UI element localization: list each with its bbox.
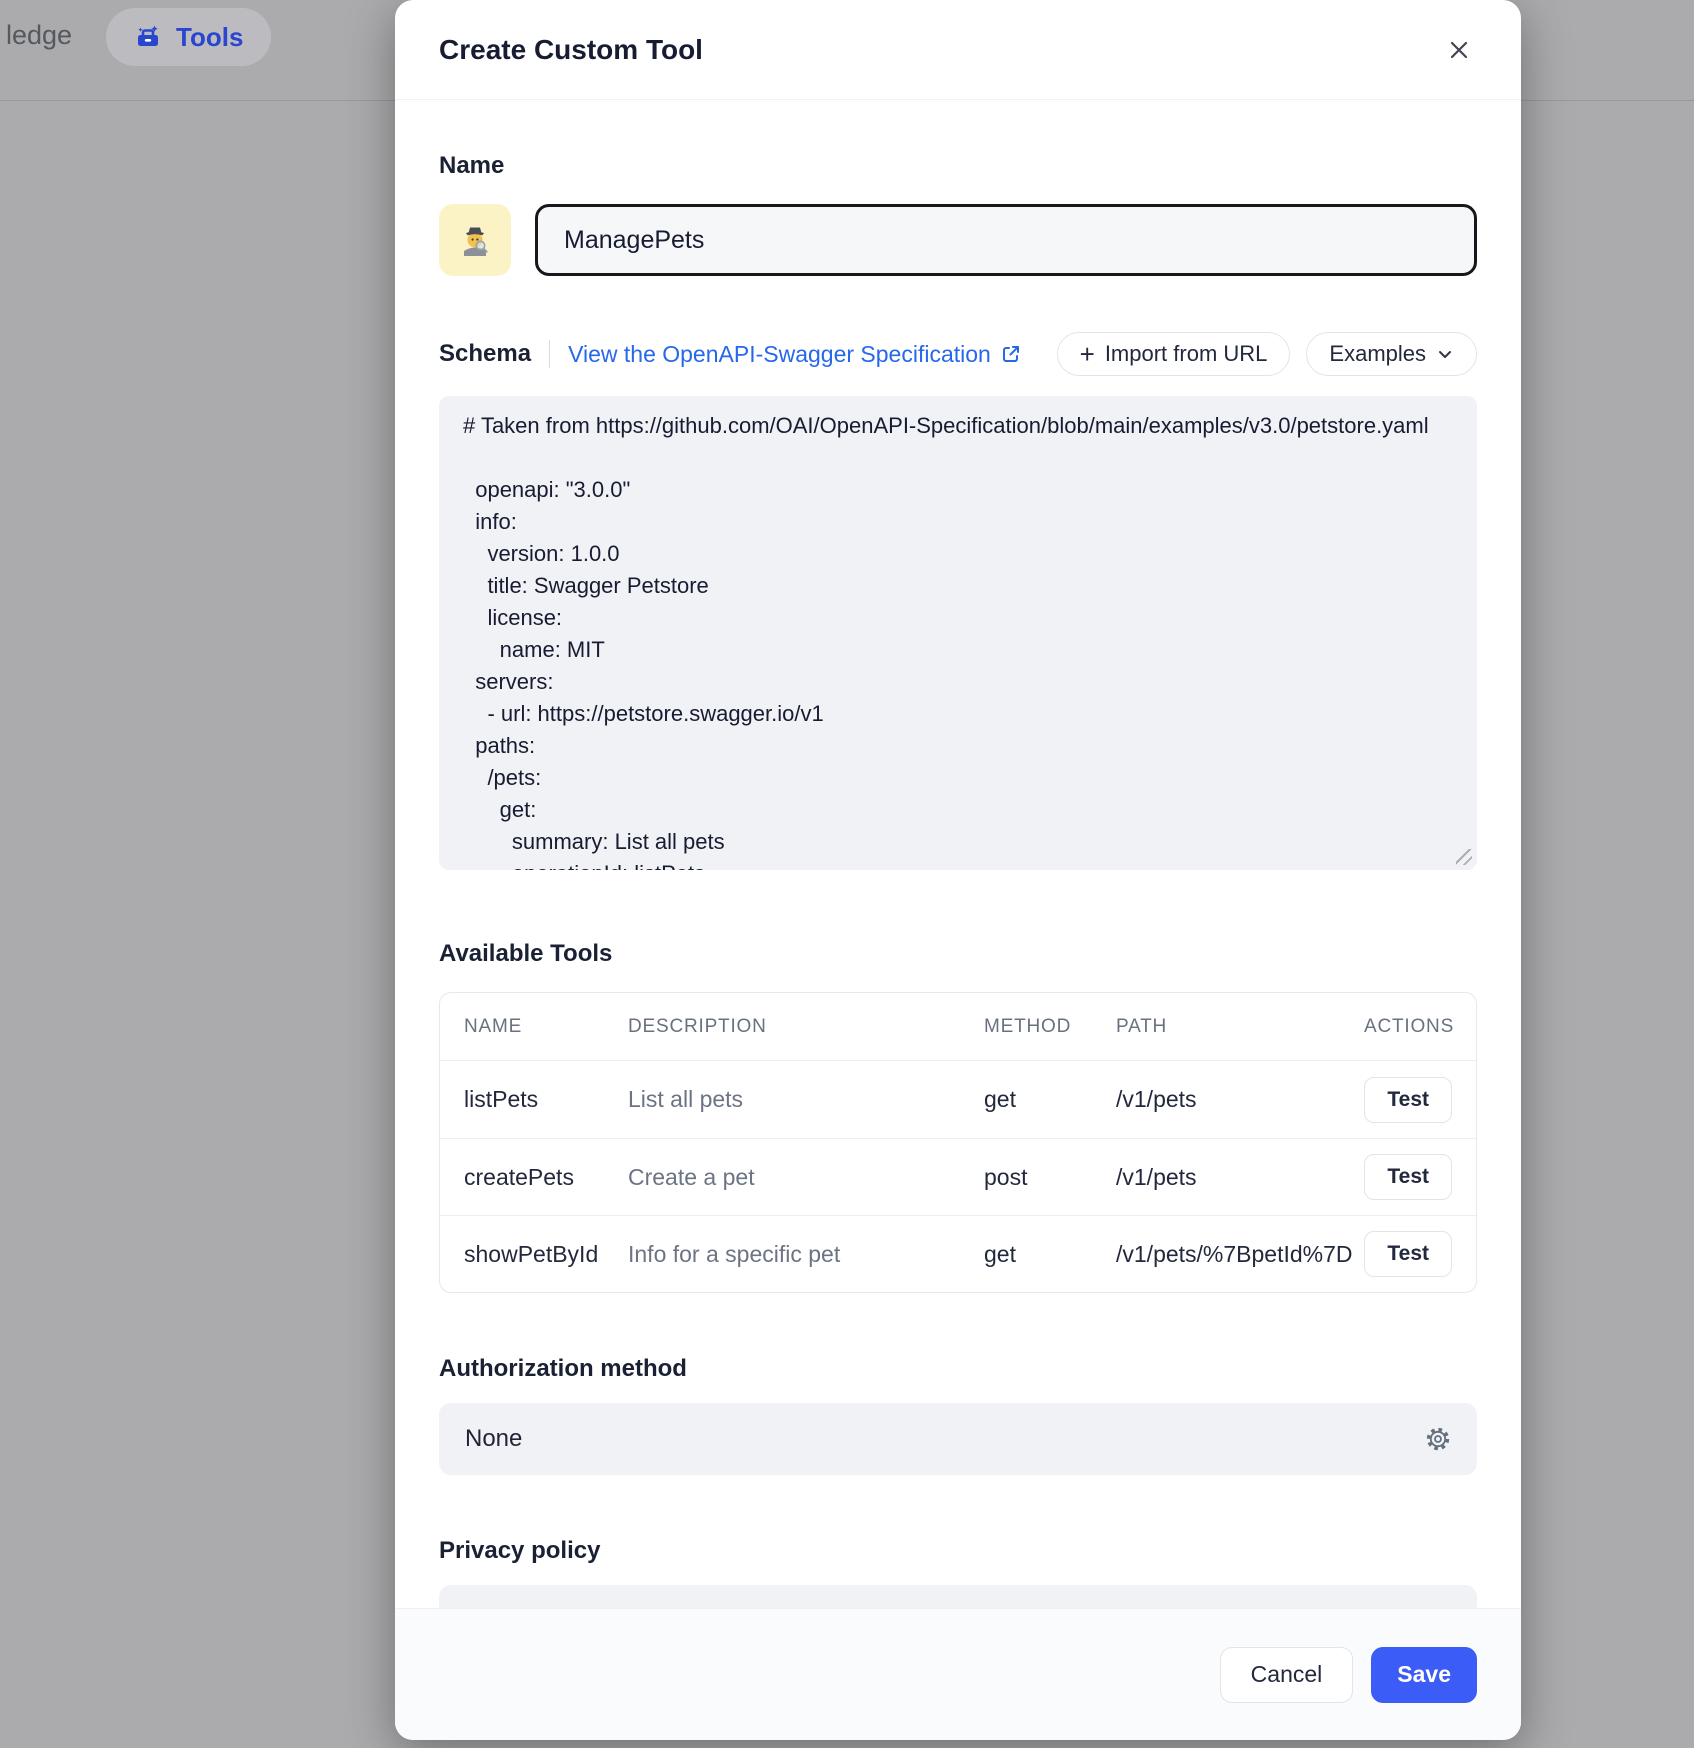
external-link-icon [1001, 344, 1021, 364]
tool-emoji-button[interactable] [439, 204, 511, 276]
openapi-spec-link-label: View the OpenAPI-Swagger Specification [568, 340, 991, 367]
chevron-down-icon [1436, 345, 1454, 363]
column-header-actions: ACTIONS [1364, 1015, 1455, 1037]
tool-description: Create a pet [628, 1163, 755, 1190]
authorization-method-label: Authorization method [439, 1355, 687, 1382]
toolbox-icon [134, 23, 162, 51]
tool-name: createPets [464, 1163, 574, 1190]
schema-label-divider [549, 340, 550, 368]
cancel-button[interactable]: Cancel [1220, 1647, 1354, 1703]
name-row [439, 204, 1477, 276]
authorization-method-select[interactable] [439, 1403, 1477, 1475]
plus-icon: + [1079, 339, 1095, 369]
schema-editor-container [439, 396, 1477, 870]
modal-body [395, 152, 1521, 1655]
import-from-url-label: Import from URL [1104, 341, 1268, 366]
table-row [440, 1061, 1476, 1138]
tool-path: /v1/pets [1116, 1163, 1197, 1190]
tool-method: post [984, 1163, 1028, 1190]
openapi-spec-link[interactable] [568, 341, 1021, 368]
modal-footer [395, 1608, 1521, 1740]
examples-dropdown-button[interactable] [1306, 332, 1477, 376]
create-custom-tool-modal [395, 0, 1521, 1740]
name-label: Name [439, 152, 505, 179]
save-button[interactable]: Save [1371, 1647, 1477, 1703]
examples-label: Examples [1329, 341, 1426, 366]
table-row [440, 1215, 1476, 1292]
resize-handle-icon[interactable] [1456, 849, 1472, 865]
table-header-row [440, 993, 1476, 1061]
column-header-method: METHOD [984, 1015, 1072, 1037]
tool-path: /v1/pets [1116, 1086, 1197, 1112]
tool-name: listPets [464, 1086, 539, 1112]
authorization-method-value: None [465, 1425, 523, 1452]
tool-name: showPetById [464, 1240, 599, 1267]
test-button[interactable]: Test [1364, 1077, 1452, 1123]
available-tools-table [439, 992, 1477, 1293]
column-header-description: DESCRIPTION [628, 1015, 767, 1037]
detective-emoji-icon [456, 221, 494, 259]
schema-actions [1057, 332, 1477, 376]
tool-method: get [984, 1086, 1016, 1112]
tool-method: get [984, 1240, 1016, 1267]
tab-tools-label: Tools [176, 21, 244, 52]
column-header-name: NAME [464, 1015, 523, 1037]
close-icon[interactable] [1441, 32, 1477, 68]
column-header-path: PATH [1116, 1015, 1168, 1037]
test-button[interactable]: Test [1364, 1154, 1452, 1200]
privacy-policy-label: Privacy policy [439, 1537, 601, 1564]
gear-icon[interactable] [1425, 1426, 1451, 1452]
tool-name-input[interactable] [535, 204, 1477, 276]
available-tools-title: Available Tools [439, 940, 613, 967]
tool-description: Info for a specific pet [628, 1240, 841, 1267]
schema-header-row [439, 332, 1477, 376]
tab-tools[interactable] [106, 8, 271, 66]
table-row [440, 1138, 1476, 1215]
schema-textarea[interactable] [439, 396, 1477, 870]
modal-title: Create Custom Tool [439, 33, 703, 65]
modal-header [395, 0, 1521, 100]
tool-description: List all pets [628, 1086, 744, 1112]
tool-path: /v1/pets/%7BpetId%7D [1116, 1240, 1353, 1267]
import-from-url-button[interactable] [1057, 332, 1291, 376]
schema-label: Schema [439, 340, 532, 367]
tab-knowledge-partial[interactable]: ledge [6, 20, 73, 50]
test-button[interactable]: Test [1364, 1231, 1452, 1277]
